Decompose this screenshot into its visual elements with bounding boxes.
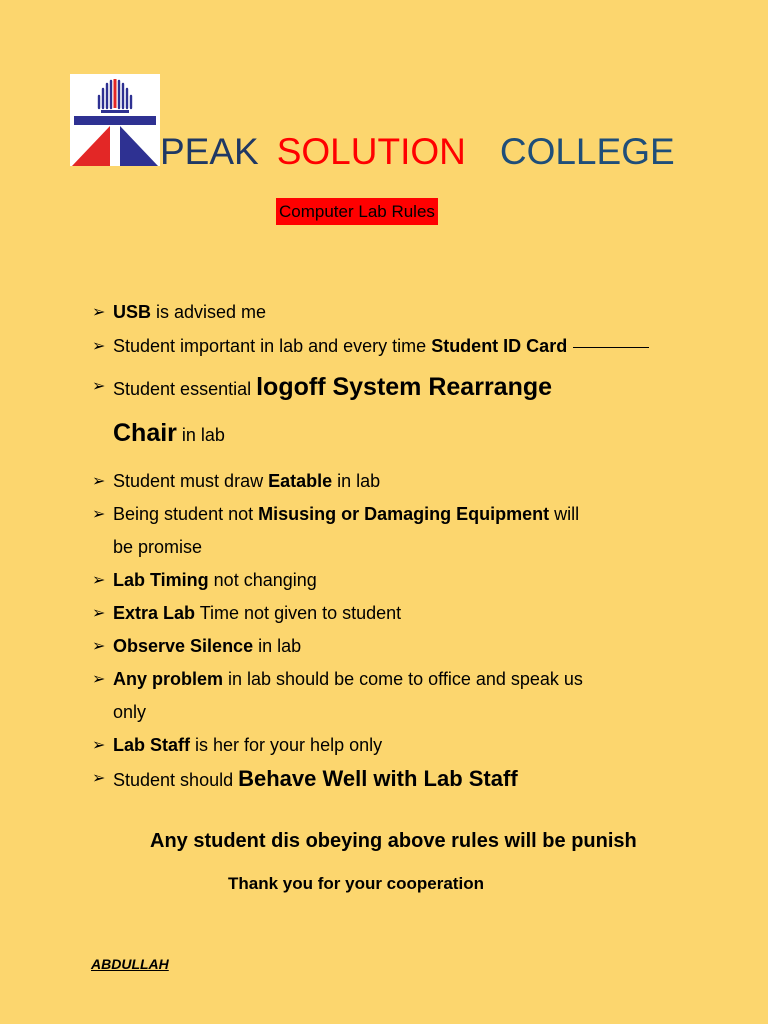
rule-text: is advised me bbox=[151, 302, 267, 322]
rule-item bbox=[92, 330, 742, 363]
arrow-bullet-icon: ➢ bbox=[92, 304, 106, 321]
rule-item bbox=[92, 296, 742, 329]
arrow-bullet-icon: ➢ bbox=[92, 737, 106, 754]
rule-text-continued: only bbox=[113, 702, 147, 722]
arrow-bullet-icon: ➢ bbox=[92, 338, 106, 355]
document-subtitle: Computer Lab Rules bbox=[276, 198, 438, 225]
college-name bbox=[160, 128, 675, 176]
rule-item bbox=[92, 597, 742, 630]
college-logo bbox=[70, 74, 160, 166]
rule-keyword: Lab Timing bbox=[113, 570, 209, 590]
rule-keyword: Misusing or Damaging Equipment bbox=[258, 504, 550, 524]
arrow-bullet-icon: ➢ bbox=[92, 638, 106, 655]
rule-keyword: Chair bbox=[113, 419, 177, 447]
rule-text: Student should bbox=[113, 770, 239, 790]
arrow-bullet-icon: ➢ bbox=[92, 572, 106, 589]
rule-keyword: Any problem bbox=[113, 669, 224, 689]
rule-keyword: Eatable bbox=[268, 471, 333, 491]
rule-keyword: Lab Staff bbox=[113, 735, 191, 755]
arrow-bullet-icon: ➢ bbox=[92, 378, 106, 395]
rule-text: not changing bbox=[208, 570, 317, 590]
rule-item bbox=[92, 465, 742, 498]
rule-text: in lab bbox=[176, 425, 225, 445]
arrow-bullet-icon: ➢ bbox=[92, 605, 106, 622]
arrow-bullet-icon: ➢ bbox=[92, 506, 106, 523]
arrow-bullet-icon: ➢ bbox=[92, 770, 106, 787]
author-signature: ABDULLAH bbox=[91, 956, 169, 972]
rule-item bbox=[92, 630, 742, 663]
rule-keyword: Behave Well with Lab Staff bbox=[238, 766, 518, 791]
rule-text-continued: be promise bbox=[113, 537, 203, 557]
thanks-statement: Thank you for your cooperation bbox=[228, 874, 484, 893]
rule-item bbox=[92, 564, 742, 597]
rule-text: Being student not bbox=[113, 504, 259, 524]
rule-text: in lab bbox=[332, 471, 381, 491]
rule-text: Student important in lab and every time bbox=[113, 336, 432, 356]
rule-keyword: Student ID Card bbox=[431, 336, 568, 356]
rule-keyword: USB bbox=[113, 302, 152, 322]
trailing-rule-line bbox=[573, 347, 649, 348]
rules-list bbox=[92, 296, 742, 797]
rule-item bbox=[92, 663, 742, 729]
rule-item bbox=[92, 365, 742, 411]
college-name-word1: PEAK bbox=[160, 131, 259, 172]
rule-keyword: Observe Silence bbox=[113, 636, 254, 656]
rule-keyword: logoff System Rearrange bbox=[256, 373, 553, 401]
rule-text: in lab bbox=[253, 636, 302, 656]
rule-continuation bbox=[92, 411, 742, 457]
college-name-word2: SOLUTION bbox=[276, 131, 466, 172]
rule-text: will bbox=[549, 504, 580, 524]
rule-text: in lab should be come to office and speak us bbox=[223, 669, 583, 689]
rule-text: Time not given to student bbox=[195, 603, 402, 623]
rule-item bbox=[92, 762, 742, 797]
warning-statement: Any student dis obeying above rules will be punish bbox=[150, 830, 637, 852]
arrow-bullet-icon: ➢ bbox=[92, 473, 106, 490]
rule-item bbox=[92, 498, 742, 564]
rule-text: is her for your help only bbox=[190, 735, 383, 755]
college-name-word3: COLLEGE bbox=[499, 131, 675, 172]
rule-keyword: Extra Lab bbox=[113, 603, 196, 623]
arrow-bullet-icon: ➢ bbox=[92, 671, 106, 688]
rule-text: Student essential bbox=[113, 379, 257, 399]
rule-text: Student must draw bbox=[113, 471, 269, 491]
rule-item bbox=[92, 729, 742, 762]
